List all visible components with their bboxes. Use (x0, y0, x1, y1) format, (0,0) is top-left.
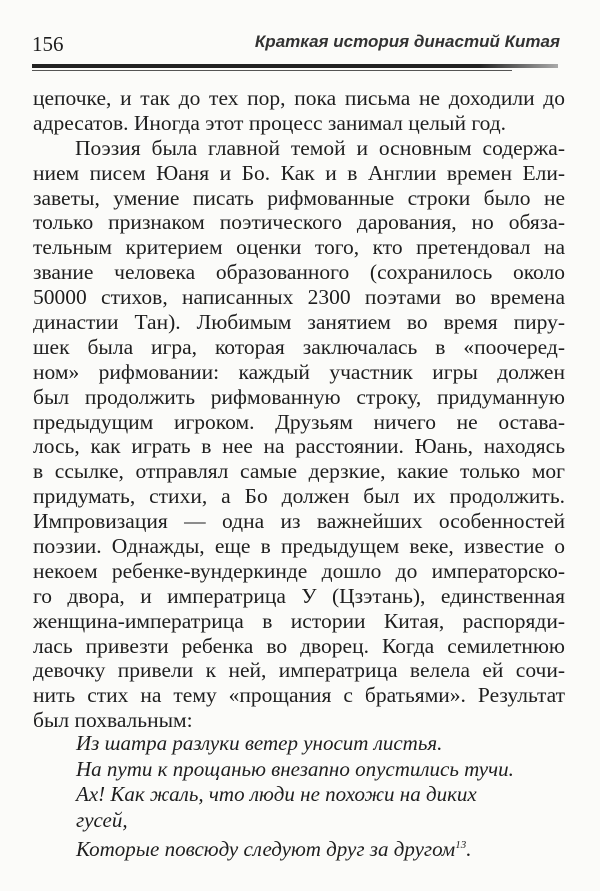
body-line: девочку привели к ней, императрица велела ей сочи- (33, 658, 565, 683)
body-line: ном» рифмовании: каждый участник игры должен (33, 359, 565, 384)
body-line: лась привезти ребенка во дворец. Когда семилетнюю (33, 633, 565, 658)
poem-end: . (466, 837, 472, 862)
poem-line: На пути к прощанью внезапно опустились тучи. (76, 756, 514, 781)
body-line: шек была игра, которая заключалась в «поочеред- (33, 334, 565, 359)
running-title: Краткая история династий Китая (254, 32, 560, 51)
body-line: го двора, и императрица У (Цзэтань), единственная (33, 583, 565, 608)
body-line: некоем ребенке-вундеркинде дошло до императорско- (33, 558, 565, 583)
poem-line-text: Которые повсюду следуют друг за другом (76, 837, 456, 862)
poem-line: Из шатра разлуки ветер уносит листья. (76, 731, 443, 755)
body-line: был продолжить рифмованную строку, придуманную (33, 384, 565, 409)
body-line: был похвальным: (33, 708, 193, 733)
body-line: поэзии. Однажды, еще в предыдущем веке, известие о (33, 534, 565, 559)
page-number: 156 (32, 32, 64, 56)
body-line: только признаком поэтического дарования, но обяза- (33, 210, 565, 235)
body-line: нить стих на тему «прощания с братьями». Результат (33, 683, 565, 708)
poem-line: Ах! Как жаль, что люди не похожи на диких (76, 782, 477, 807)
footnote-ref[interactable]: 13 (455, 839, 467, 852)
body-line: предыдущим игроком. Друзьям ничего не остава- (33, 409, 565, 434)
body-text (33, 86, 565, 733)
body-line: заветы, умение писать рифмованные строки было не (33, 185, 565, 210)
poem (76, 731, 514, 862)
body-line: адресатов. Иногда этот процесс занимал целый год. (33, 110, 507, 135)
header-rule (32, 64, 558, 68)
body-line: Поэзия была главной темой и основным содержа- (75, 135, 565, 160)
body-line: женщина-императрица в истории Китая, распоряди- (33, 608, 565, 633)
body-line: придумать, стихи, а Бо должен был их продолжить. (33, 484, 565, 509)
body-line: в ссылке, отправлял самые дерзкие, какие только мог (33, 459, 565, 484)
body-line: звание человека образованного (сохранилось около (33, 260, 565, 285)
body-line: 50000 стихов, написанных 2300 поэтами во времена (33, 285, 565, 310)
header-rule-thin (32, 70, 512, 71)
poem-line: гусей, (76, 807, 128, 832)
poem-line (76, 833, 514, 862)
body-line: лось, как играть в нее на расстоянии. Юань, находясь (33, 434, 565, 459)
body-line: Импровизация — одна из важнейших особенностей (33, 509, 565, 534)
body-line: цепочке, и так до тех пор, пока письма не доходили до (33, 86, 565, 110)
body-line: тельным критерием оценки того, кто претендовал на (33, 235, 565, 260)
body-line: династии Тан). Любимым занятием во время пиру- (33, 310, 565, 335)
body-line: нием писем Юаня и Бо. Как и в Англии времен Ели- (33, 160, 565, 185)
